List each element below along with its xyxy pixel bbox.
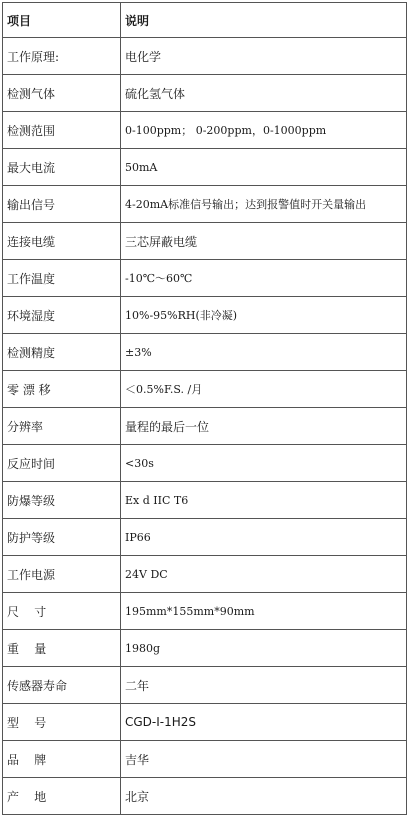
row-item: 工作温度 bbox=[3, 260, 121, 297]
table-row bbox=[3, 149, 407, 186]
row-item: 重 量 bbox=[3, 630, 121, 667]
table-row bbox=[3, 704, 407, 741]
row-desc: 1980g bbox=[121, 630, 407, 667]
row-desc: 0-100ppm； 0-200ppm，0-1000ppm bbox=[121, 112, 407, 149]
row-desc: 三芯屏蔽电缆 bbox=[121, 223, 407, 260]
row-item: 检测气体 bbox=[3, 75, 121, 112]
row-item: 反应时间 bbox=[3, 445, 121, 482]
row-desc: 4-20mA标准信号输出；达到报警值时开关量输出 bbox=[121, 186, 407, 223]
row-item: 零 漂 移 bbox=[3, 371, 121, 408]
table-row bbox=[3, 519, 407, 556]
table-row bbox=[3, 38, 407, 75]
row-item: 品 牌 bbox=[3, 741, 121, 778]
table-row bbox=[3, 408, 407, 445]
row-desc: 10%-95%RH(非冷凝) bbox=[121, 297, 407, 334]
row-item: 产 地 bbox=[3, 778, 121, 815]
row-item: 防护等级 bbox=[3, 519, 121, 556]
table-row bbox=[3, 75, 407, 112]
table-row bbox=[3, 445, 407, 482]
row-item: 尺 寸 bbox=[3, 593, 121, 630]
row-desc: 电化学 bbox=[121, 38, 407, 75]
row-desc: ±3% bbox=[121, 334, 407, 371]
row-item: 防爆等级 bbox=[3, 482, 121, 519]
table-row bbox=[3, 741, 407, 778]
table-row bbox=[3, 778, 407, 815]
table-row bbox=[3, 593, 407, 630]
row-item: 检测精度 bbox=[3, 334, 121, 371]
table-row bbox=[3, 667, 407, 704]
table-row bbox=[3, 260, 407, 297]
row-desc: ＜0.5%F.S. /月 bbox=[121, 371, 407, 408]
row-item: 分辨率 bbox=[3, 408, 121, 445]
header-desc: 说明 bbox=[121, 3, 407, 38]
row-desc: IP66 bbox=[121, 519, 407, 556]
row-item: 连接电缆 bbox=[3, 223, 121, 260]
table-row bbox=[3, 630, 407, 667]
table-row bbox=[3, 112, 407, 149]
table-row bbox=[3, 334, 407, 371]
row-item: 工作电源 bbox=[3, 556, 121, 593]
row-desc: 50mA bbox=[121, 149, 407, 186]
row-desc: -10℃～60℃ bbox=[121, 260, 407, 297]
table-row bbox=[3, 186, 407, 223]
row-desc: 吉华 bbox=[121, 741, 407, 778]
row-item: 最大电流 bbox=[3, 149, 121, 186]
row-item: 型 号 bbox=[3, 704, 121, 741]
row-desc: 24V DC bbox=[121, 556, 407, 593]
table-row bbox=[3, 223, 407, 260]
header-item: 项目 bbox=[3, 3, 121, 38]
table-row bbox=[3, 371, 407, 408]
row-desc: 北京 bbox=[121, 778, 407, 815]
row-desc: 硫化氢气体 bbox=[121, 75, 407, 112]
row-desc: 二年 bbox=[121, 667, 407, 704]
row-desc: 量程的最后一位 bbox=[121, 408, 407, 445]
table-row bbox=[3, 556, 407, 593]
row-desc: CGD-I-1H2S bbox=[121, 704, 407, 741]
spec-table bbox=[2, 2, 407, 815]
row-item: 传感器寿命 bbox=[3, 667, 121, 704]
table-row bbox=[3, 482, 407, 519]
row-desc: Ex d IIC T6 bbox=[121, 482, 407, 519]
row-desc: <30s bbox=[121, 445, 407, 482]
row-desc: 195mm*155mm*90mm bbox=[121, 593, 407, 630]
row-item: 工作原理: bbox=[3, 38, 121, 75]
row-item: 环境湿度 bbox=[3, 297, 121, 334]
table-header-row bbox=[3, 3, 407, 38]
row-item: 输出信号 bbox=[3, 186, 121, 223]
row-item: 检测范围 bbox=[3, 112, 121, 149]
table-row bbox=[3, 297, 407, 334]
